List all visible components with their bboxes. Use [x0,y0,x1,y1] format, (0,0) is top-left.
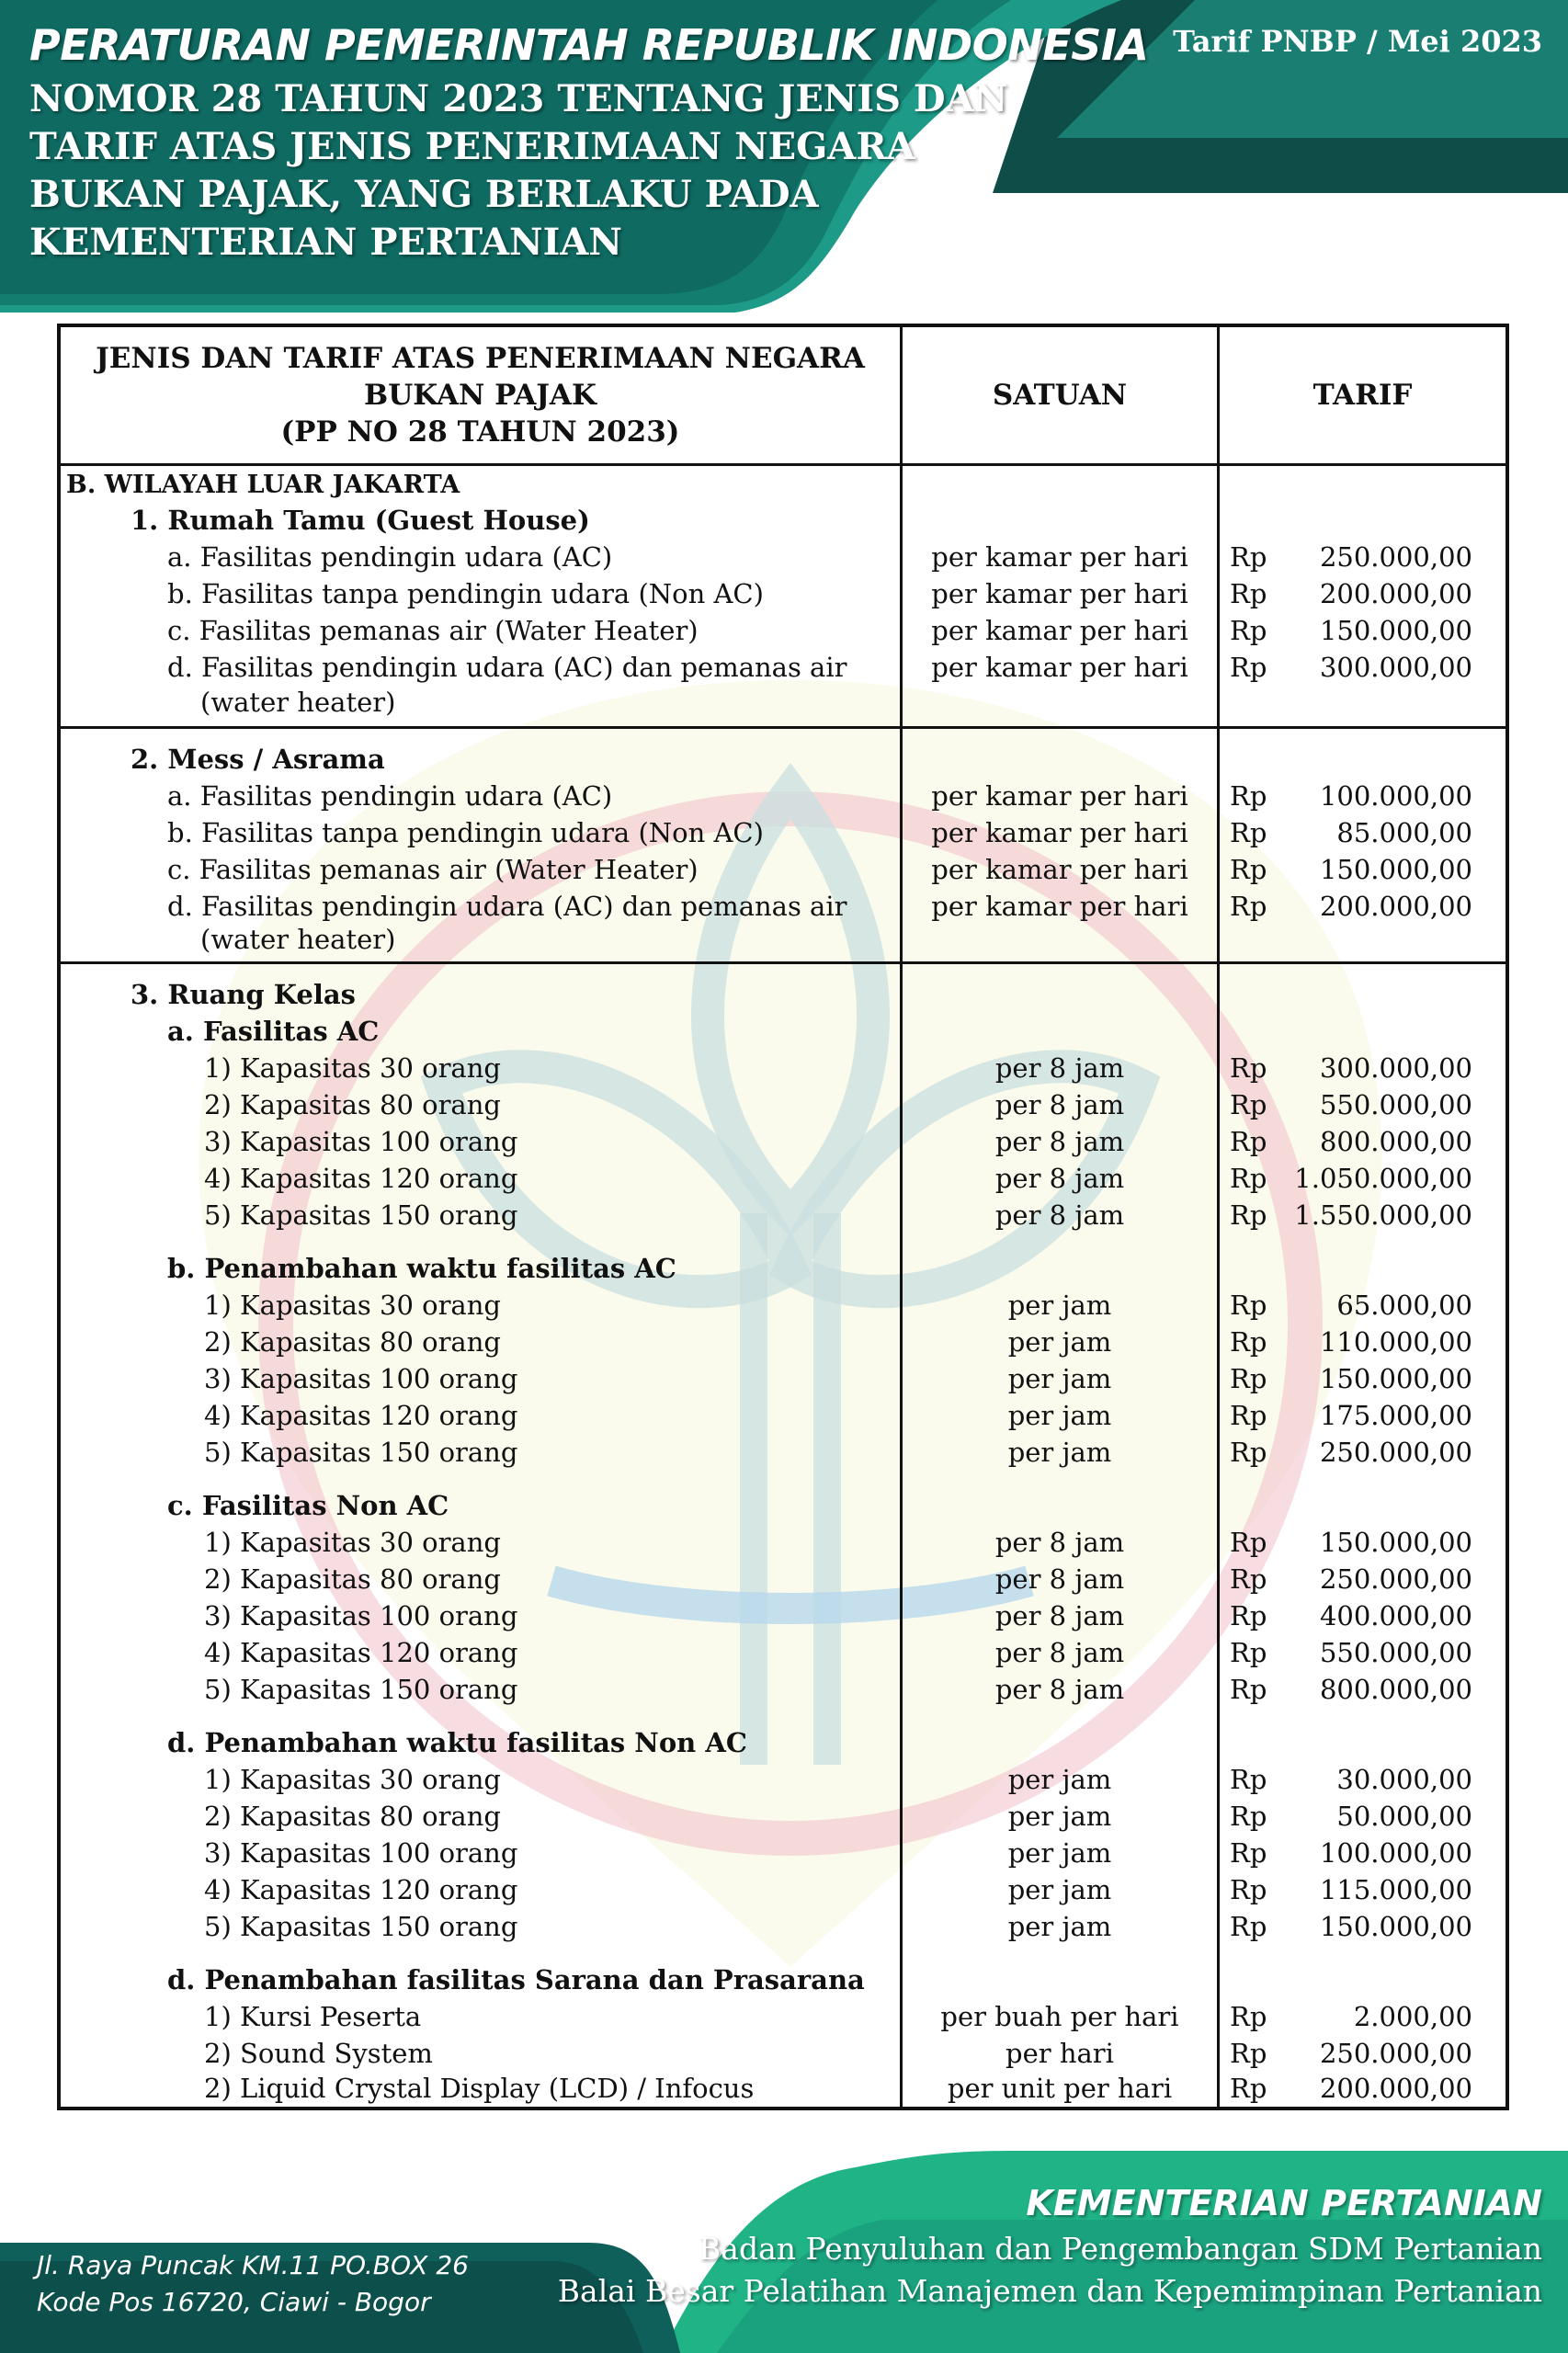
item-label: 1) Kapasitas 30 orang [204,1290,501,1321]
amount-cell: 300.000,00 [1319,652,1472,683]
amount-cell: 200.000,00 [1319,2073,1472,2104]
subtitle-line: BUKAN PAJAK, YANG BERLAKU PADA [29,173,819,216]
amount-cell: 115.000,00 [1319,1874,1472,1905]
amount-cell: 200.000,00 [1319,578,1472,609]
currency-label: Rp [1230,1874,1267,1905]
amount-cell: 250.000,00 [1319,541,1472,573]
amount-cell: 2.000,00 [1353,2001,1472,2032]
amount-cell: 800.000,00 [1319,1674,1472,1705]
unit-cell: per jam [1007,1764,1112,1795]
item-label: a. Fasilitas pendingin udara (AC) [167,780,613,812]
unit-cell: per kamar per hari [931,578,1188,609]
unit-cell: per hari [1006,2038,1114,2069]
table-row [61,1086,1506,1123]
unit-cell: per 8 jam [994,1199,1125,1231]
table-row [61,851,1506,888]
currency-label: Rp [1230,1527,1267,1558]
amount-cell: 175.000,00 [1319,1400,1472,1431]
amount-cell: 85.000,00 [1336,817,1472,848]
header-text: BUKAN PAJAK [364,379,597,412]
table-row [61,575,1506,612]
unit-cell: per kamar per hari [931,891,1188,922]
group-label: 2. Mess / Asrama [131,744,385,775]
unit-cell: per jam [1007,1290,1112,1321]
subgroup-label: a. Fasilitas AC [167,1016,380,1047]
subgroup-heading [61,1250,1506,1287]
table-row [61,1050,1506,1086]
currency-label: Rp [1230,2073,1267,2104]
item-label: d. Fasilitas pendingin udara (AC) dan pemanas air [167,652,847,683]
item-label: 4) Kapasitas 120 orang [204,1637,518,1668]
section-divider [61,961,1506,964]
group-heading [61,502,1506,539]
subgroup-label: b. Penambahan waktu fasilitas AC [167,1253,676,1284]
currency-label: Rp [1230,1600,1267,1631]
ministry-name: KEMENTERIAN PERTANIAN [1026,2183,1542,2223]
table-row [61,1324,1506,1360]
currency-label: Rp [1230,854,1267,885]
document-title: PERATURAN PEMERINTAH REPUBLIK INDONESIA [29,20,1149,70]
section-divider [61,726,1506,729]
unit-cell: per jam [1007,1874,1112,1905]
header-text: (PP NO 28 TAHUN 2023) [280,415,680,449]
table-row [61,1434,1506,1471]
currency-label: Rp [1230,1674,1267,1705]
unit-cell: per 8 jam [994,1052,1125,1084]
currency-label: Rp [1230,1052,1267,1084]
currency-label: Rp [1230,1911,1267,1942]
subgroup-label: d. Penambahan fasilitas Sarana dan Prasarana [167,1964,865,1995]
column-header-satuan: SATUAN [992,379,1128,412]
amount-cell: 550.000,00 [1319,1089,1472,1120]
item-label: 2) Kapasitas 80 orang [204,1326,501,1358]
subtitle-line: KEMENTERIAN PERTANIAN [29,221,622,264]
item-label: 4) Kapasitas 120 orang [204,1163,518,1194]
unit-cell: per unit per hari [947,2073,1173,2104]
currency-label: Rp [1230,2001,1267,2032]
amount-cell: 1.550.000,00 [1294,1199,1472,1231]
agency-name: Badan Penyuluhan dan Pengembangan SDM Pertanian [699,2231,1542,2267]
currency-label: Rp [1230,1290,1267,1321]
amount-cell: 550.000,00 [1319,1637,1472,1668]
item-label: 1) Kapasitas 30 orang [204,1764,501,1795]
column-header-tarif: TARIF [1312,379,1413,412]
currency-label: Rp [1230,615,1267,646]
amount-cell: 250.000,00 [1319,1437,1472,1468]
group-label: 3. Ruang Kelas [131,979,356,1010]
unit-cell: per kamar per hari [931,780,1188,812]
table-row [61,612,1506,649]
item-label: 4) Kapasitas 120 orang [204,1874,518,1905]
column-header-jenis [61,327,900,463]
unit-cell: per kamar per hari [931,615,1188,646]
item-label: 2) Kapasitas 80 orang [204,1801,501,1832]
item-label: 3) Kapasitas 100 orang [204,1126,518,1157]
unit-cell: per 8 jam [994,1163,1125,1194]
amount-cell: 110.000,00 [1319,1326,1472,1358]
table-row [61,1908,1506,1945]
amount-cell: 1.050.000,00 [1294,1163,1472,1194]
unit-cell: per jam [1007,1400,1112,1431]
group-heading [61,976,1506,1013]
table-row-continuation [61,684,1506,721]
table-row [61,1835,1506,1871]
amount-cell: 100.000,00 [1319,780,1472,812]
table-row [61,778,1506,814]
amount-cell: 250.000,00 [1319,2038,1472,2069]
table-row-continuation [61,921,1506,958]
subgroup-label: d. Penambahan waktu fasilitas Non AC [167,1727,747,1758]
currency-label: Rp [1230,1801,1267,1832]
currency-label: Rp [1230,1126,1267,1157]
item-label: 3) Kapasitas 100 orang [204,1363,518,1394]
unit-cell: per jam [1007,1437,1112,1468]
table-row [61,1561,1506,1597]
footer-address [37,2247,469,2321]
currency-label: Rp [1230,1089,1267,1120]
item-label: c. Fasilitas pemanas air (Water Heater) [167,615,699,646]
subgroup-heading [61,1724,1506,1761]
table-row [61,539,1506,575]
table-row [61,1634,1506,1671]
unit-cell: per kamar per hari [931,817,1188,848]
unit-cell: per kamar per hari [931,854,1188,885]
tariff-table [57,324,1509,2110]
group-heading [61,741,1506,778]
amount-cell: 300.000,00 [1319,1052,1472,1084]
amount-cell: 150.000,00 [1319,1911,1472,1942]
tariff-tag: Tarif PNBP / Mei 2023 [1173,24,1542,59]
unit-cell: per 8 jam [994,1674,1125,1705]
unit-cell: per 8 jam [994,1089,1125,1120]
currency-label: Rp [1230,1437,1267,1468]
item-label: 1) Kapasitas 30 orang [204,1052,501,1084]
item-label: 5) Kapasitas 150 orang [204,1437,518,1468]
currency-label: Rp [1230,817,1267,848]
unit-cell: per 8 jam [994,1637,1125,1668]
table-row [61,1360,1506,1397]
section-heading [61,467,1506,504]
currency-label: Rp [1230,1326,1267,1358]
table-row [61,1524,1506,1561]
currency-label: Rp [1230,891,1267,922]
item-label: b. Fasilitas tanpa pendingin udara (Non AC) [167,817,764,848]
currency-label: Rp [1230,1400,1267,1431]
unit-cell: per 8 jam [994,1563,1125,1595]
unit-cell: per kamar per hari [931,652,1188,683]
amount-cell: 50.000,00 [1336,1801,1472,1832]
subtitle-line: TARIF ATAS JENIS PENERIMAAN NEGARA [29,125,915,168]
table-row [61,1671,1506,1708]
unit-cell: per kamar per hari [931,541,1188,573]
amount-cell: 30.000,00 [1336,1764,1472,1795]
currency-label: Rp [1230,1163,1267,1194]
table-row [61,1160,1506,1197]
amount-cell: 400.000,00 [1319,1600,1472,1631]
footer-organization [558,2178,1542,2313]
unit-cell: per 8 jam [994,1527,1125,1558]
subtitle-line: NOMOR 28 TAHUN 2023 TENTANG JENIS DAN [29,77,1008,120]
document-subtitle [29,75,1007,267]
item-label: 4) Kapasitas 120 orang [204,1400,518,1431]
table-row [61,2035,1506,2072]
section-label: B. WILAYAH LUAR JAKARTA [66,471,460,499]
item-label: 2) Sound System [204,2038,433,2069]
amount-cell: 150.000,00 [1319,1527,1472,1558]
subgroup-label: c. Fasilitas Non AC [167,1490,449,1521]
currency-label: Rp [1230,1563,1267,1595]
address-line: Jl. Raya Puncak KM.11 PO.BOX 26 [37,2250,469,2280]
item-label: 3) Kapasitas 100 orang [204,1837,518,1869]
currency-label: Rp [1230,541,1267,573]
amount-cell: 150.000,00 [1319,615,1472,646]
item-label: 1) Kapasitas 30 orang [204,1527,501,1558]
amount-cell: 150.000,00 [1319,1363,1472,1394]
item-label: 1) Kursi Peserta [204,2001,422,2032]
currency-label: Rp [1230,1363,1267,1394]
currency-label: Rp [1230,1764,1267,1795]
header-divider [61,463,1506,466]
item-label-continuation: (water heater) [200,687,396,718]
item-label: c. Fasilitas pemanas air (Water Heater) [167,854,699,885]
table-row [61,1123,1506,1160]
table-row [61,649,1506,686]
group-label: 1. Rumah Tamu (Guest House) [131,505,590,536]
address-line: Kode Pos 16720, Ciawi - Bogor [37,2287,431,2317]
subgroup-heading [61,1961,1506,1998]
item-label: 5) Kapasitas 150 orang [204,1199,518,1231]
amount-cell: 150.000,00 [1319,854,1472,885]
item-label: a. Fasilitas pendingin udara (AC) [167,541,613,573]
table-row [61,2070,1506,2107]
unit-cell: per buah per hari [940,2001,1179,2032]
unit-cell: per jam [1007,1911,1112,1942]
amount-cell: 100.000,00 [1319,1837,1472,1869]
currency-label: Rp [1230,2038,1267,2069]
amount-cell: 800.000,00 [1319,1126,1472,1157]
table-row [61,888,1506,925]
item-label: 3) Kapasitas 100 orang [204,1600,518,1631]
amount-cell: 250.000,00 [1319,1563,1472,1595]
amount-cell: 200.000,00 [1319,891,1472,922]
item-label: b. Fasilitas tanpa pendingin udara (Non AC) [167,578,764,609]
item-label: 5) Kapasitas 150 orang [204,1911,518,1942]
currency-label: Rp [1230,1837,1267,1869]
item-label: 5) Kapasitas 150 orang [204,1674,518,1705]
table-row [61,814,1506,851]
amount-cell: 65.000,00 [1336,1290,1472,1321]
table-row [61,1998,1506,2035]
currency-label: Rp [1230,652,1267,683]
table-row [61,1798,1506,1835]
table-row [61,1761,1506,1798]
table-row [61,1871,1506,1908]
currency-label: Rp [1230,780,1267,812]
item-label-continuation: (water heater) [200,924,396,955]
currency-label: Rp [1230,578,1267,609]
institution-name: Balai Besar Pelatihan Manajemen dan Kepemimpinan Pertanian [557,2273,1542,2309]
unit-cell: per jam [1007,1363,1112,1394]
table-row [61,1287,1506,1324]
unit-cell: per jam [1007,1326,1112,1358]
header-text: JENIS DAN TARIF ATAS PENERIMAAN NEGARA [96,342,865,375]
currency-label: Rp [1230,1637,1267,1668]
table-row [61,1197,1506,1233]
table-row [61,1597,1506,1634]
unit-cell: per jam [1007,1801,1112,1832]
item-label: 2) Kapasitas 80 orang [204,1563,501,1595]
unit-cell: per 8 jam [994,1600,1125,1631]
item-label: 2) Kapasitas 80 orang [204,1089,501,1120]
currency-label: Rp [1230,1199,1267,1231]
item-label: d. Fasilitas pendingin udara (AC) dan pemanas air [167,891,847,922]
subgroup-heading [61,1013,1506,1050]
unit-cell: per 8 jam [994,1126,1125,1157]
item-label: 2) Liquid Crystal Display (LCD) / Infocus [204,2073,755,2104]
unit-cell: per jam [1007,1837,1112,1869]
table-row [61,1397,1506,1434]
subgroup-heading [61,1487,1506,1524]
